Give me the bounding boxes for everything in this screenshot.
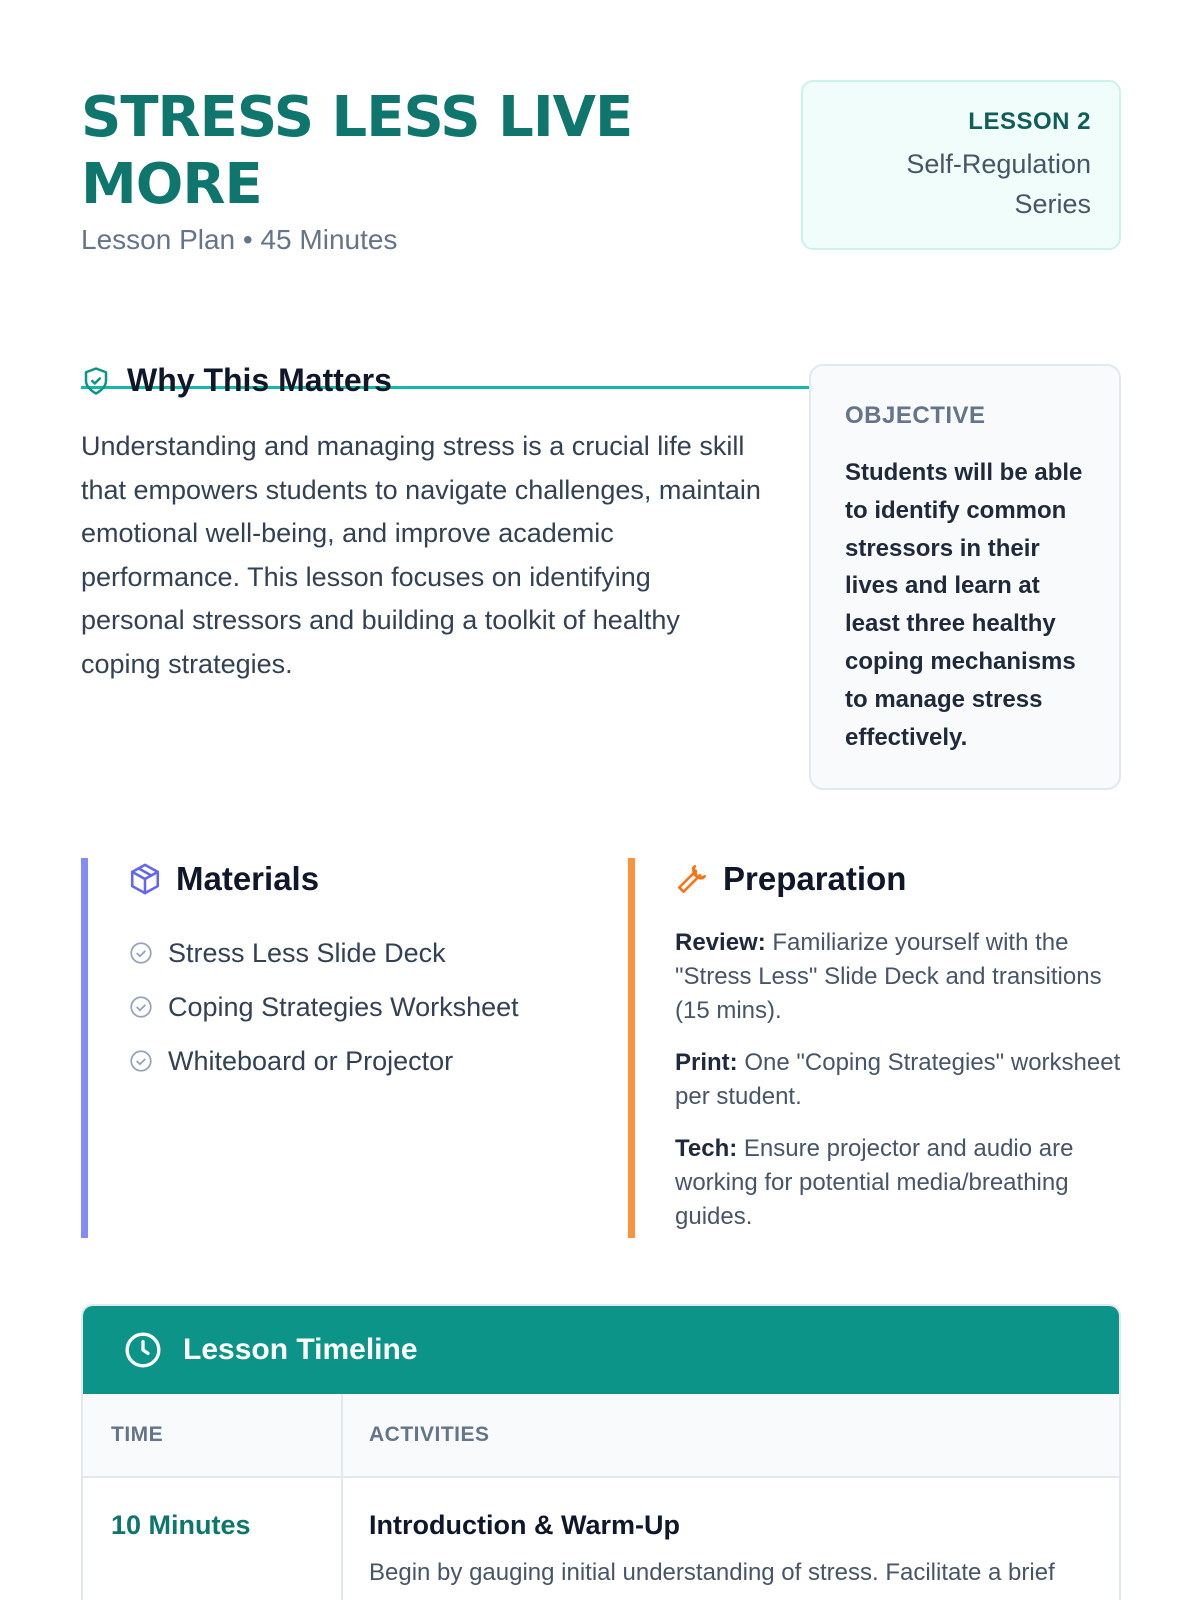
materials-section — [81, 858, 541, 1238]
lesson-badge — [801, 80, 1121, 250]
material-label: Whiteboard or Projector — [168, 1045, 454, 1076]
objective-label: OBJECTIVE — [845, 402, 986, 429]
wrench-icon — [675, 862, 709, 896]
shield-check-icon — [81, 366, 111, 396]
objective-card — [809, 364, 1121, 790]
header — [81, 80, 1121, 308]
check-circle-icon — [128, 1048, 154, 1074]
why-heading: Why This Matters — [127, 362, 392, 398]
lesson-series: Self-Regulation Series — [906, 149, 1091, 219]
timeline-column-headers — [83, 1394, 1119, 1478]
lesson-number: LESSON 2 — [968, 108, 1091, 135]
column-header-activities: ACTIVITIES — [369, 1423, 490, 1446]
objective-body: Students will be able to identify common stressors in their lives and learn at least three healthy coping mechanisms to manage stress effectively. — [845, 459, 1083, 751]
row-time: 10 Minutes — [111, 1510, 251, 1540]
check-circle-icon — [128, 994, 154, 1020]
row-description: Begin by gauging initial understanding of stress. Facilitate a brief — [369, 1559, 1055, 1586]
lesson-plan-page — [81, 0, 1121, 1600]
page-subtitle: Lesson Plan • 45 Minutes — [81, 224, 398, 255]
materials-list — [128, 926, 541, 1088]
page-title: STRESS LESS LIVE MORE — [81, 85, 633, 217]
preparation-section — [628, 858, 1121, 1238]
table-row — [83, 1478, 1119, 1600]
list-item — [128, 926, 541, 980]
lesson-timeline — [81, 1304, 1121, 1600]
why-section — [81, 362, 761, 686]
list-item — [128, 980, 541, 1034]
column-header-time: TIME — [83, 1394, 343, 1476]
cube-icon — [128, 862, 162, 896]
check-circle-icon — [128, 940, 154, 966]
materials-heading: Materials — [176, 860, 320, 897]
material-label: Stress Less Slide Deck — [168, 937, 446, 968]
prep-item-tech: Tech: Ensure projector and audio are working for potential media/breathing guides. — [675, 1135, 1074, 1230]
why-body: Understanding and managing stress is a crucial life skill that empowers students to navigate challenges, maintain emotional well-being, and improve academic performance. This lesson focuses on identifying personal stressors and building a toolkit of healthy coping strategies. — [81, 431, 761, 679]
timeline-header — [83, 1306, 1119, 1394]
prep-item-print: Print: One "Coping Strategies" worksheet per student. — [675, 1049, 1121, 1110]
material-label: Coping Strategies Worksheet — [168, 991, 519, 1022]
clock-icon — [123, 1330, 163, 1370]
preparation-heading: Preparation — [723, 860, 907, 897]
row-title: Introduction & Warm-Up — [369, 1510, 680, 1540]
prep-item-review: Review: Familiarize yourself with the "Stress Less" Slide Deck and transitions (15 mins). — [675, 929, 1102, 1024]
timeline-heading: Lesson Timeline — [183, 1333, 418, 1366]
list-item — [128, 1034, 541, 1088]
